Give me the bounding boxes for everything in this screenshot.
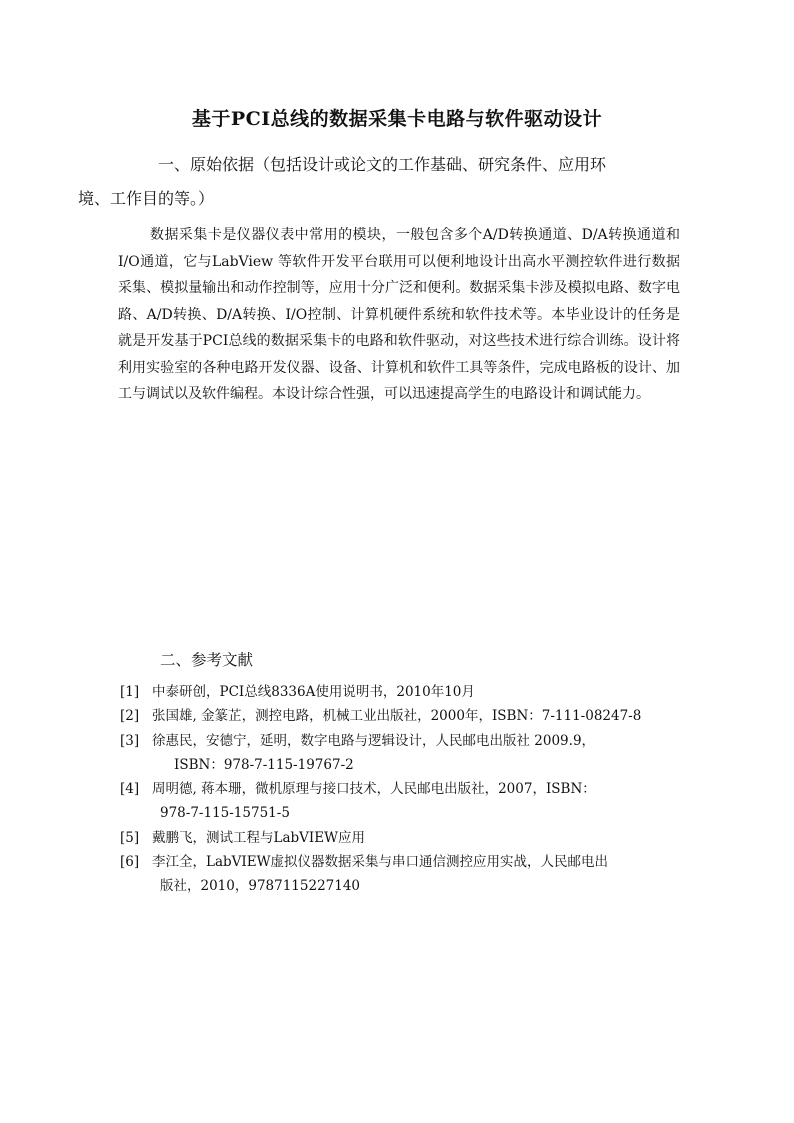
- reference-item-2: [120, 704, 690, 728]
- reference-text-continued: 版社，2010，9787115227140: [160, 878, 361, 895]
- section1-heading-line1: 一、原始依据（包括设计或论文的工作基础、研究条件、应用环: [158, 155, 607, 174]
- section1-heading-line2: 境、工作目的等。）: [78, 189, 215, 208]
- reference-item-1: [120, 680, 690, 704]
- section1-paragraph: 数据采集卡是仪器仪表中常用的模块，一般包含多个A/D转换通道、D/A转换通道和I/O通道，它与LabView 等软件开发平台联用可以便利地设计出高水平测控软件进行数据采集、模拟量输出和动作控制等，应用十分广泛和便利。数据采集卡涉及模拟电路、数字电路、A/D转换、D/A转换、I/O控制、计算机硬件系统和软件技术等。本毕业设计的任务是就是开发基于PCI总线的数据采集卡的电路和软件驱动，对这些技术进行综合训练。设计将利用实验室的各种电路开发仪器、设备、计算机和软件工具等条件，完成电路板的设计、加工与调试以及软件编程。本设计综合性强，可以迅速提高学生的电路设计和调试能力。: [118, 227, 680, 402]
- reference-number: [5]: [120, 829, 140, 846]
- reference-text: 李江全，LabVIEW虚拟仪器数据采集与串口通信测控应用实战，人民邮电出: [152, 854, 608, 871]
- reference-text-continued: ISBN：978-7-115-19767-2: [174, 756, 354, 773]
- reference-item-4: [120, 777, 690, 826]
- reference-item-5: [120, 826, 690, 850]
- reference-list: [120, 680, 690, 899]
- reference-number: [4]: [120, 781, 140, 798]
- reference-number: [1]: [120, 684, 140, 700]
- reference-text: 张国雄, 金篆芷，测控电路，机械工业出版社，2000年，ISBN：7-111-08247-8: [152, 708, 642, 725]
- reference-number: [3]: [120, 732, 140, 749]
- reference-number: [2]: [120, 708, 140, 725]
- reference-text: 戴鹏飞，测试工程与LabVIEW应用: [152, 829, 365, 846]
- reference-item-6: [120, 850, 690, 899]
- reference-text-continued: 978-7-115-15751-5: [160, 805, 290, 822]
- reference-number: [6]: [120, 854, 140, 871]
- section1-heading: [78, 148, 683, 216]
- reference-text: 中泰研创，PCI总线8336A使用说明书，2010年10月: [152, 684, 475, 700]
- reference-text: 徐惠民，安德宁，延明，数字电路与逻辑设计，人民邮电出版社 2009.9，: [152, 732, 596, 749]
- reference-item-3: [120, 729, 690, 778]
- reference-text: 周明德, 蒋本珊，微机原理与接口技术，人民邮电出版社，2007，ISBN：: [152, 781, 596, 798]
- section2-heading: 二、参考文献: [160, 651, 254, 669]
- document-title: 基于PCI总线的数据采集卡电路与软件驱动设计: [191, 108, 603, 130]
